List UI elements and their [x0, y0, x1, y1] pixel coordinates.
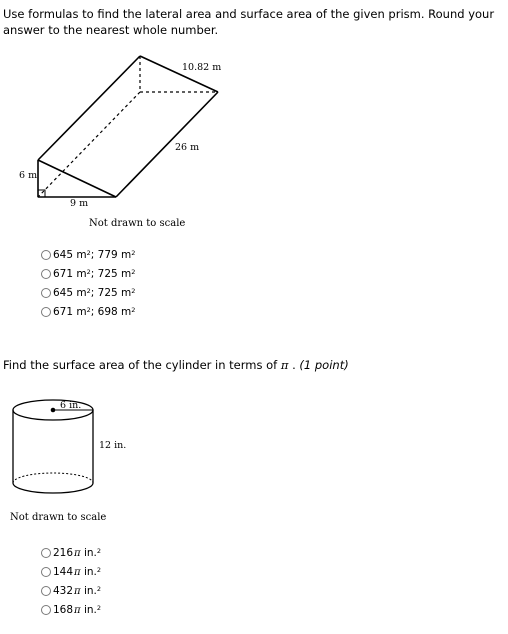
q2-option-3[interactable] — [41, 585, 101, 597]
q2-option-3-label: 432π in.$^2$ — [53, 585, 102, 597]
question2-prompt: Find the surface area of the cylinder in terms of π . (1 point) — [3, 358, 349, 372]
q1-option-1-label: 645 $m^2$; 779 $m^2$ — [53, 249, 136, 261]
q2-option-4[interactable] — [41, 604, 101, 616]
pi-symbol: π — [280, 358, 289, 372]
q2-option-2[interactable] — [41, 566, 101, 578]
cylinder-caption: Not drawn to scale — [10, 512, 107, 523]
question1-prompt: Use formulas to find the lateral area and surface area of the given prism. Round your answer to the nearest whole number. — [3, 7, 495, 37]
q1-option-3-label: 645 $m^2$; 725 $m^2$ — [53, 287, 136, 299]
prism-top-label: 10.82 m — [182, 62, 222, 73]
radio-button[interactable] — [41, 605, 51, 615]
q2-option-2-label: 144π in.$^2$ — [53, 566, 102, 578]
prism-base-label: 9 m — [70, 198, 89, 209]
prism-slant-label: 26 m — [175, 142, 200, 153]
radio-button[interactable] — [41, 586, 51, 596]
prism-caption: Not drawn to scale — [89, 218, 186, 229]
radio-button[interactable] — [41, 567, 51, 577]
prism-height-label: 6 m — [19, 170, 38, 181]
cylinder-height-label: 12 in. — [99, 440, 127, 451]
q1-option-4-label: 671 $m^2$; 698 $m^2$ — [53, 306, 136, 318]
radio-button[interactable] — [41, 548, 51, 558]
cylinder-radius-label: 6 in. — [60, 400, 82, 411]
q2-option-4-label: 168π in.$^2$ — [53, 604, 102, 616]
q1-option-2-label: 671 $m^2$; 725 $m^2$ — [53, 268, 136, 280]
q2-option-1[interactable] — [41, 547, 101, 559]
q2-option-1-label: 216π in.$^2$ — [53, 547, 102, 559]
